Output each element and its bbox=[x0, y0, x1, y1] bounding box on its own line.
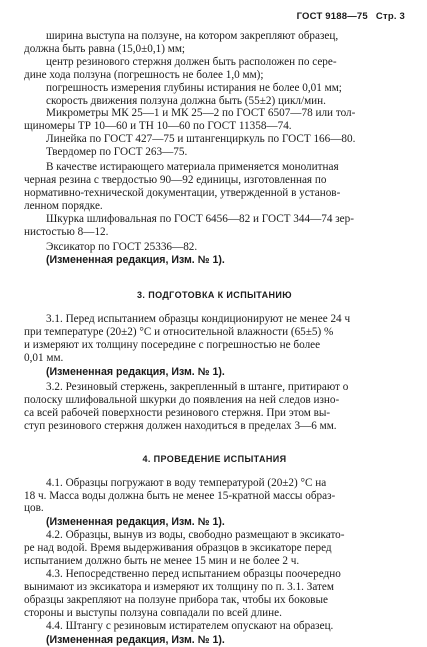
page-number: Стр. 3 bbox=[375, 11, 405, 22]
text-line: Линейка по ГОСТ 427—75 и штангенциркуль по ГОСТ 166—80. bbox=[46, 133, 356, 146]
text-line: 4.2. Образцы, вынув из воды, свободно размещают в эксикато- bbox=[46, 529, 345, 542]
text-line: Микрометры МК 25—1 и МК 25—2 по ГОСТ 6507—78 или тол- bbox=[46, 107, 356, 120]
text-line: Шкурка шлифовальная по ГОСТ 6456—82 и ГОСТ 344—74 зер- bbox=[46, 212, 354, 225]
text-line: ре над водой. Время выдерживания образцов в эксикаторе перед bbox=[24, 542, 332, 555]
text-line: стороны и выступы ползуна совпадали по всей длине. bbox=[24, 606, 282, 619]
text-line: должна быть равна (15,0±0,1) мм; bbox=[24, 42, 186, 55]
text-line: ширина выступа на ползуне, на котором закрепляют образец, bbox=[46, 30, 339, 42]
paragraph-3-1 bbox=[24, 313, 405, 365]
text-line: 18 ч. Масса воды должна быть не менее 15-кратной массы образ- bbox=[24, 489, 336, 502]
text-line: щиномеры ТР 10—60 и ТН 10—60 по ГОСТ 11358—74. bbox=[24, 120, 292, 133]
text-line: ленном порядке. bbox=[24, 199, 103, 212]
text-line: дине хода ползуна (погрешность не более 1,0 мм); bbox=[24, 68, 264, 81]
amendment-note: (Измененная редакция, Изм. № 1). bbox=[46, 254, 225, 267]
text-line: нормативно-технической документации, утвержденной в установ- bbox=[24, 186, 341, 199]
text-line: 0,01 мм. bbox=[24, 352, 64, 365]
section-3-title: 3. ПОДГОТОВКА К ИСПЫТАНИЮ bbox=[137, 290, 292, 301]
text-line: испытанием должно быть не менее 15 мин и не более 2 ч. bbox=[24, 555, 300, 568]
text-line: и измеряют их толщину посередине с погрешностью не более bbox=[24, 339, 321, 352]
text-line: В качестве истирающего материала применяется монолитная bbox=[46, 161, 339, 174]
text-line: вынимают из эксикатора и измеряют их толщину по п. 3.1. Затем bbox=[24, 581, 334, 593]
material-paragraph bbox=[24, 161, 405, 213]
exsiccator-line: Эксикатор по ГОСТ 25336—82. bbox=[46, 240, 198, 253]
page-header bbox=[297, 11, 405, 22]
text-line: полоску шлифовальной шкурки до появления на ней следов изно- bbox=[24, 393, 340, 406]
text-line: 3.1. Перед испытанием образцы кондиционируют не менее 24 ч bbox=[46, 313, 351, 326]
requirements-list bbox=[24, 56, 405, 159]
text-line: скорость движения ползуна должна быть (55±2) цикл/мин. bbox=[46, 94, 326, 107]
text-line: нистостью 8—12. bbox=[24, 225, 109, 238]
text-line: 3.2. Резиновый стержень, закрепленный в штанге, притирают о bbox=[46, 381, 349, 394]
text-line: са всей рабочей поверхности резинового стержня. При этом вы- bbox=[24, 406, 331, 419]
text-line: 4.4. Штангу с резиновым истирателем опускают на образец. bbox=[46, 619, 334, 632]
text-line: 4.1. Образцы погружают в воду температурой (20±2) °С на bbox=[46, 476, 327, 489]
text-line: погрешность измерения глубины истирания не более 0,01 мм; bbox=[46, 81, 342, 94]
paragraph-4-2 bbox=[24, 529, 405, 568]
amendment-note: (Измененная редакция, Изм. № 1). bbox=[46, 633, 225, 646]
text-line: центр резинового стержня должен быть расположен по сере- bbox=[46, 55, 337, 68]
text-line: цов. bbox=[24, 502, 44, 515]
text-line: при температуре (20±2) °С и относительной влажности (65±5) % bbox=[24, 326, 334, 339]
text-line: Твердомер по ГОСТ 263—75. bbox=[46, 146, 188, 159]
section-4-title: 4. ПРОВЕДЕНИЕ ИСПЫТАНИЯ bbox=[142, 453, 287, 464]
text-line: образцы закрепляют на ползуне прибора так, чтобы их боковые bbox=[24, 593, 328, 606]
standard-number: ГОСТ 9188—75 bbox=[296, 11, 368, 22]
skin-paragraph bbox=[24, 213, 405, 239]
paragraph-4-1 bbox=[24, 477, 405, 516]
text-line: ступ резинового стержня должен находиться в пределах 3—6 мм. bbox=[24, 419, 337, 432]
paragraph-4-3 bbox=[24, 568, 405, 620]
paragraph-3-2 bbox=[24, 381, 405, 433]
amendment-note: (Измененная редакция, Изм. № 1). bbox=[46, 366, 225, 379]
text-line: черная резина с твердостью 90—92 единицы, изготовленная по bbox=[24, 173, 327, 186]
top-block bbox=[24, 30, 405, 56]
amendment-note: (Измененная редакция, Изм. № 1). bbox=[46, 516, 225, 529]
text-line: 4.3. Непосредственно перед испытанием образцы поочередно bbox=[46, 568, 341, 581]
